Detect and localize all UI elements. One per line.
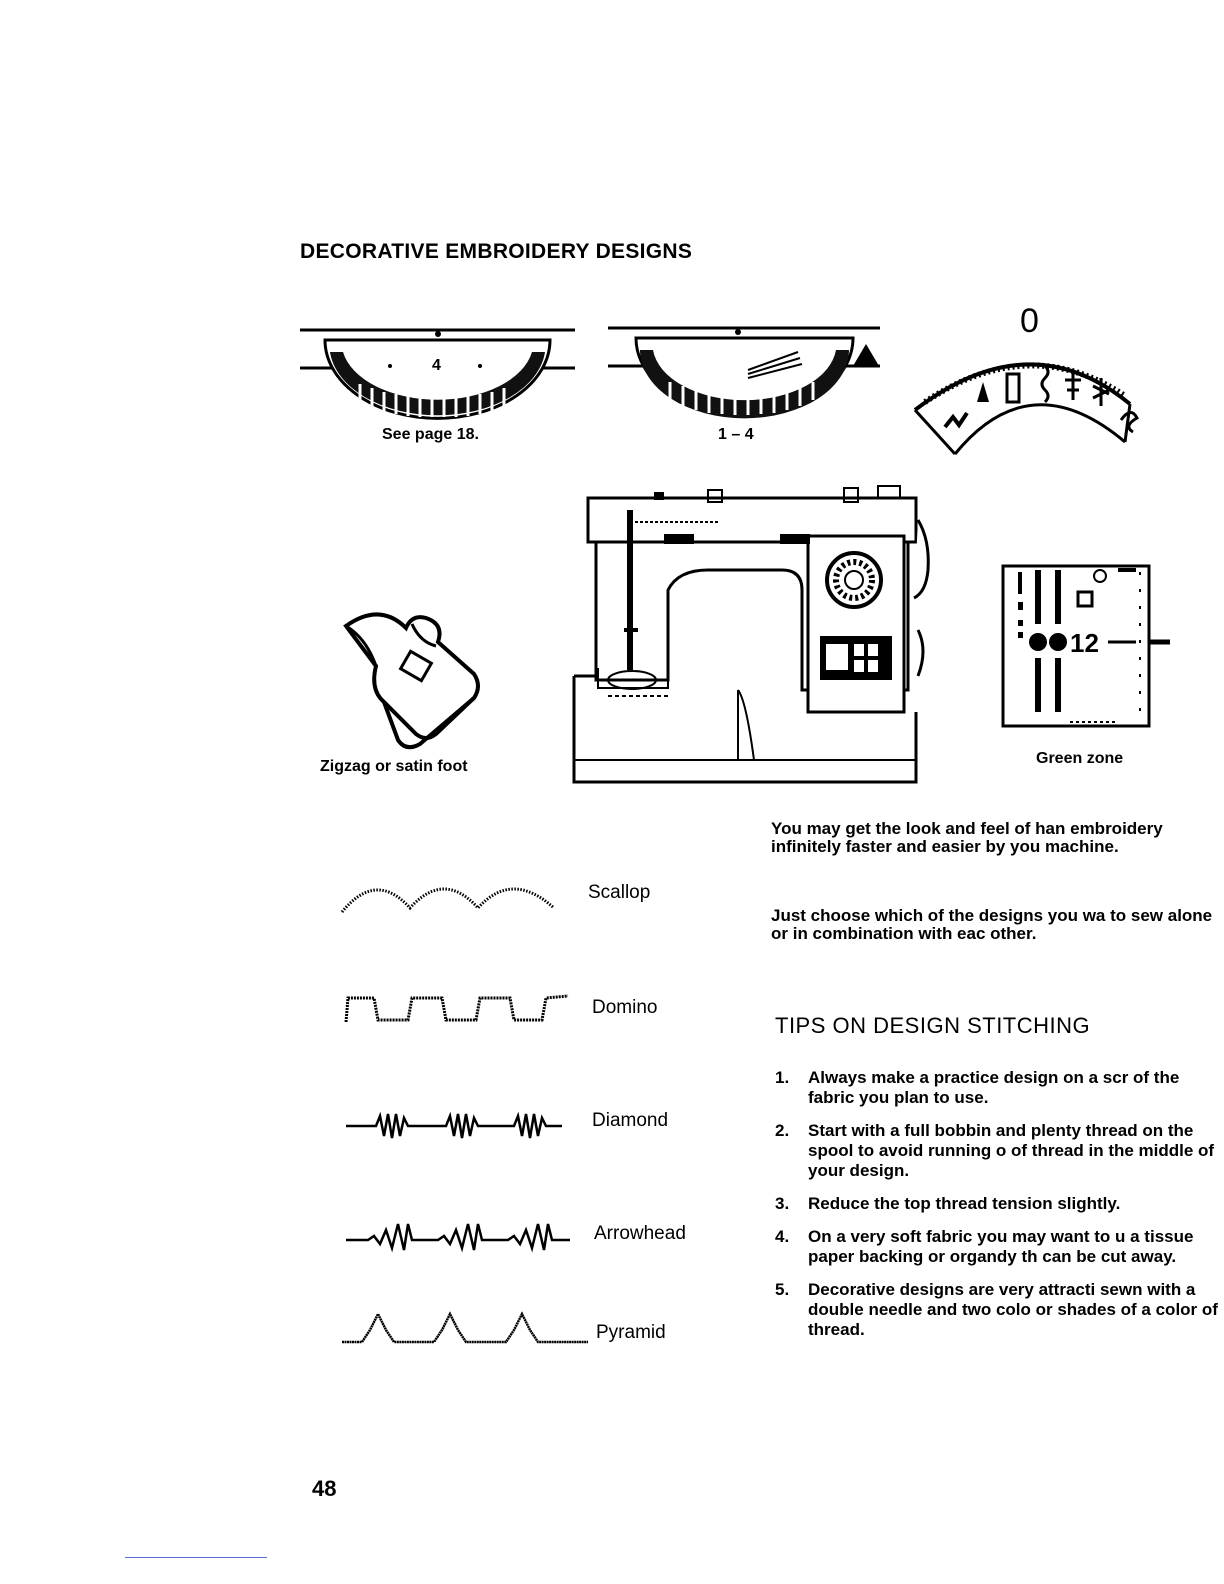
pattern-selector-dial-illustration xyxy=(905,292,1224,462)
tips-title: TIPS ON DESIGN STITCHING xyxy=(775,1013,1091,1038)
dial-mid-caption: 1 – 4 xyxy=(718,426,754,443)
stitch-label-diamond: Diamond xyxy=(592,1110,669,1131)
page-number: 48 xyxy=(312,1476,337,1501)
green-zone-indicator-illustration xyxy=(1000,562,1224,730)
sewing-machine-illustration xyxy=(568,480,938,792)
pyramid-stitch-sample xyxy=(342,1310,590,1348)
domino-stitch-sample xyxy=(342,992,574,1026)
tip-item: 2. Start with a full bobbin and plenty thread on the spool to avoid running o of thread in the middle of your design. xyxy=(775,1121,1215,1180)
page-title: DECORATIVE EMBROIDERY DESIGNS xyxy=(300,240,693,263)
stitch-label-scallop: Scallop xyxy=(588,882,651,903)
stitch-width-dial-illustration xyxy=(300,322,575,432)
scallop-stitch-sample xyxy=(340,868,558,918)
svg-text:4: 4 xyxy=(432,357,441,374)
diamond-stitch-sample xyxy=(346,1108,564,1142)
stitch-length-dial-illustration xyxy=(608,322,888,432)
dial-left-caption: See page 18. xyxy=(382,426,479,443)
intro-paragraph-1: You may get the look and feel of han embroidery infinitely faster and easier by you machine. xyxy=(771,819,1163,856)
green-zone-number: 12 xyxy=(1070,628,1099,658)
bottom-rule xyxy=(125,1557,267,1558)
arrowhead-stitch-sample xyxy=(346,1220,572,1254)
tip-item: 4. On a very soft fabric you may want to u a tissue paper backing or organdy th can be cut away. xyxy=(775,1227,1194,1266)
intro-paragraph-2: Just choose which of the designs you wa to sew alone or in combination with eac other. xyxy=(771,906,1213,943)
dial-top-symbol: 0 xyxy=(1020,302,1039,340)
stitch-label-pyramid: Pyramid xyxy=(596,1322,666,1343)
tip-item: 3. Reduce the top thread tension slightly. xyxy=(775,1194,1121,1213)
green-zone-caption: Green zone xyxy=(1036,750,1124,767)
tips-list xyxy=(775,1068,1224,1353)
tip-item: 1. Always make a practice design on a scr of the fabric you plan to use. xyxy=(775,1068,1180,1107)
foot-caption: Zigzag or satin foot xyxy=(320,758,468,775)
tip-item: 5. Decorative designs are very attracti sewn with a double needle and two colo or shades of a color of thread. xyxy=(775,1280,1218,1339)
stitch-label-domino: Domino xyxy=(592,997,658,1018)
satin-foot-illustration xyxy=(340,594,500,754)
stitch-label-arrowhead: Arrowhead xyxy=(594,1223,686,1244)
